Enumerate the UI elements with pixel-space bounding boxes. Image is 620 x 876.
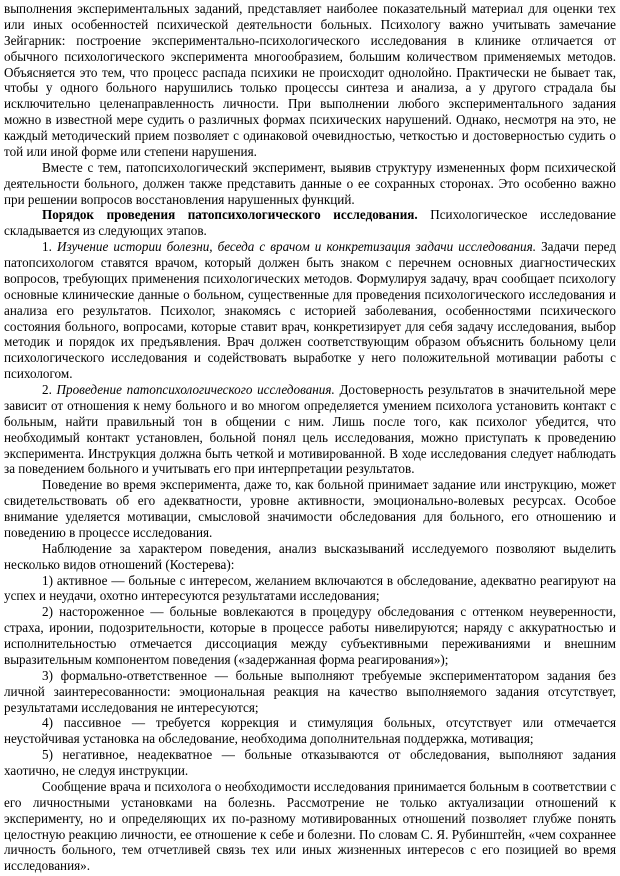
stage-1-paragraph	[4, 239, 616, 382]
stage-number: 2.	[42, 382, 57, 397]
paragraph-text: Вместе с тем, патопсихологический эксперимент, выявив структуру измененных форм психической деятельности больного, должен также представить данные о ее сохранных сторонах. Это особенно важно при решении вопросов восстановления нарушенных функций.	[4, 159, 616, 207]
paragraph	[4, 160, 616, 208]
list-item	[4, 573, 616, 605]
list-item-text: 5) негативное, неадекватное — больные отказываются от обследования, выполняют задания хаотично, не следуя инструкции.	[4, 747, 616, 778]
list-item-text: 1) активное — больные с интересом, желанием включаются в обследование, адекватно реагируют на успех и неудачи, охотно интересуются результатами исследования;	[4, 572, 616, 604]
paragraph-text: Сообщение врача и психолога о необходимости исследования принимается больным в соответствии с его личностными установками на болезнь. Рассмотрение не только актуализации отношений к эксперименту, но и определяющих их по-разному мотивированных отношений позволяет глубже понять целостную реакцию личности, ее отношение к себе и болезни. По словам С. Я. Рубинштейн, «чем сохраннее личность больного, тем отчетливей связь тех или иных жизненных интересов с его позицией во время исследования».	[4, 778, 616, 874]
paragraph-text: Поведение во время эксперимента, даже то, как больной принимает задание или инструкцию, может свидетельствовать об его адекватности, уровне активности, эмоционально-волевых ресурсах. Особое внимание уделяется мотивации, смысловой значимости обследования для больного, его отношению и поведению в процессе исследования.	[4, 477, 616, 540]
list-item	[4, 715, 616, 747]
list-item	[4, 604, 616, 668]
paragraph-text: Психологическое исследование складывается из следующих этапов.	[4, 207, 616, 239]
stage-title: Изучение истории болезни, беседа с врачом и конкретизация задачи исследования.	[56, 239, 536, 255]
list-item-text: 2) настороженное — больные вовлекаются в процедуру обследования с оттенком неуверенности, страха, иронии, подозрительности, которые в процессе работы нивелируются; наряду с аккуратностью и исполнительностью отмечается диссоциация между субъективными переживаниями и внешним выразительным компонентом поведения («задержанная форма реагирования»);	[4, 604, 616, 667]
paragraph-text: Наблюдение за характером поведения, анализ высказываний исследуемого позволяют выделить несколько видов отношений (Костерева):	[4, 540, 616, 572]
section-heading-paragraph	[4, 207, 616, 239]
stage-2-paragraph	[4, 382, 616, 477]
section-heading: Порядок проведения патопсихологического исследования.	[42, 207, 418, 223]
paragraph	[4, 1, 616, 160]
list-item-text: 4) пассивное — требуется коррекция и стимуляция больных, отсутствует или отмечается неустойчивая установка на обследование, необходима дополнительная поддержка, мотивация;	[4, 715, 616, 747]
list-item	[4, 747, 616, 779]
paragraph-text: Задачи перед патопсихологом ставятся врачом, который должен быть знаком с перечнем основных диагностических вопросов, требующих применения психологических методов. Формулируя задачу, врач сообщает психологу основные клинические данные о больном, существенные для проведения психологического исследования и анализа его результатов. Психолог, знакомясь с историей заболевания, особенностями психического состояния больного, вопросами, которые ставит врач, конкретизирует для себя задачу исследования, выбор методик и порядок их предъявления. Врач должен соответствующим образом объяснить больному цели психологического исследования и содействовать выработке у него положительной мотивации работы с психологом.	[4, 239, 616, 382]
paragraph	[4, 541, 616, 573]
stage-title: Проведение патопсихологического исследования.	[56, 382, 335, 397]
list-item-text: 3) формально-ответственное — больные выполняют требуемые экспериментатором задания без личной заинтересованности: эмоциональная реакция на качество выполняемого задания отсутствует, результатами исследования не интересуются;	[4, 667, 616, 715]
stage-number: 1.	[42, 239, 57, 255]
paragraph-text: выполнения экспериментальных заданий, представляет наиболее показательный материал для оценки тех или иных особенностей психической деятельности больных. Психологу важно учитывать замечание Зейгарник: построение экспериментально-психологического исследования в клинике отличается от обычного психологического эксперимента многообразием, большим количеством применяемых методов. Объясняется это тем, что процесс распада психики не происходит однолойно. Практически не бывает так, чтобы у одного больного нарушились только процессы синтеза и анализа, а у другого страдала бы исключительно целенаправленность личности. При выполнении любого экспериментального задания можно в известной мере судить о различных формах психических нарушений. Однако, несмотря на это, не каждый методический прием позволяет с одинаковой очевидностью, четкостью и достоверностью судить о той или иной форме или степени нарушения.	[4, 1, 616, 159]
paragraph	[4, 477, 616, 541]
paragraph	[4, 779, 616, 874]
list-item	[4, 668, 616, 716]
paragraph-text: Достоверность результатов в значительной мере зависит от отношения к нему больного и во многом определяется умением психолога установить контакт с больным, найти правильный тон в общении с ним. Лишь после того, как психолог убедится, что необходимый контакт установлен, больной понял цель исследования, можно приступать к проведению эксперимента. Инструкция должна быть четкой и мотивированной. В ходе исследования следует наблюдать за поведением больного и учитывать его при интерпретации результатов.	[4, 382, 617, 477]
